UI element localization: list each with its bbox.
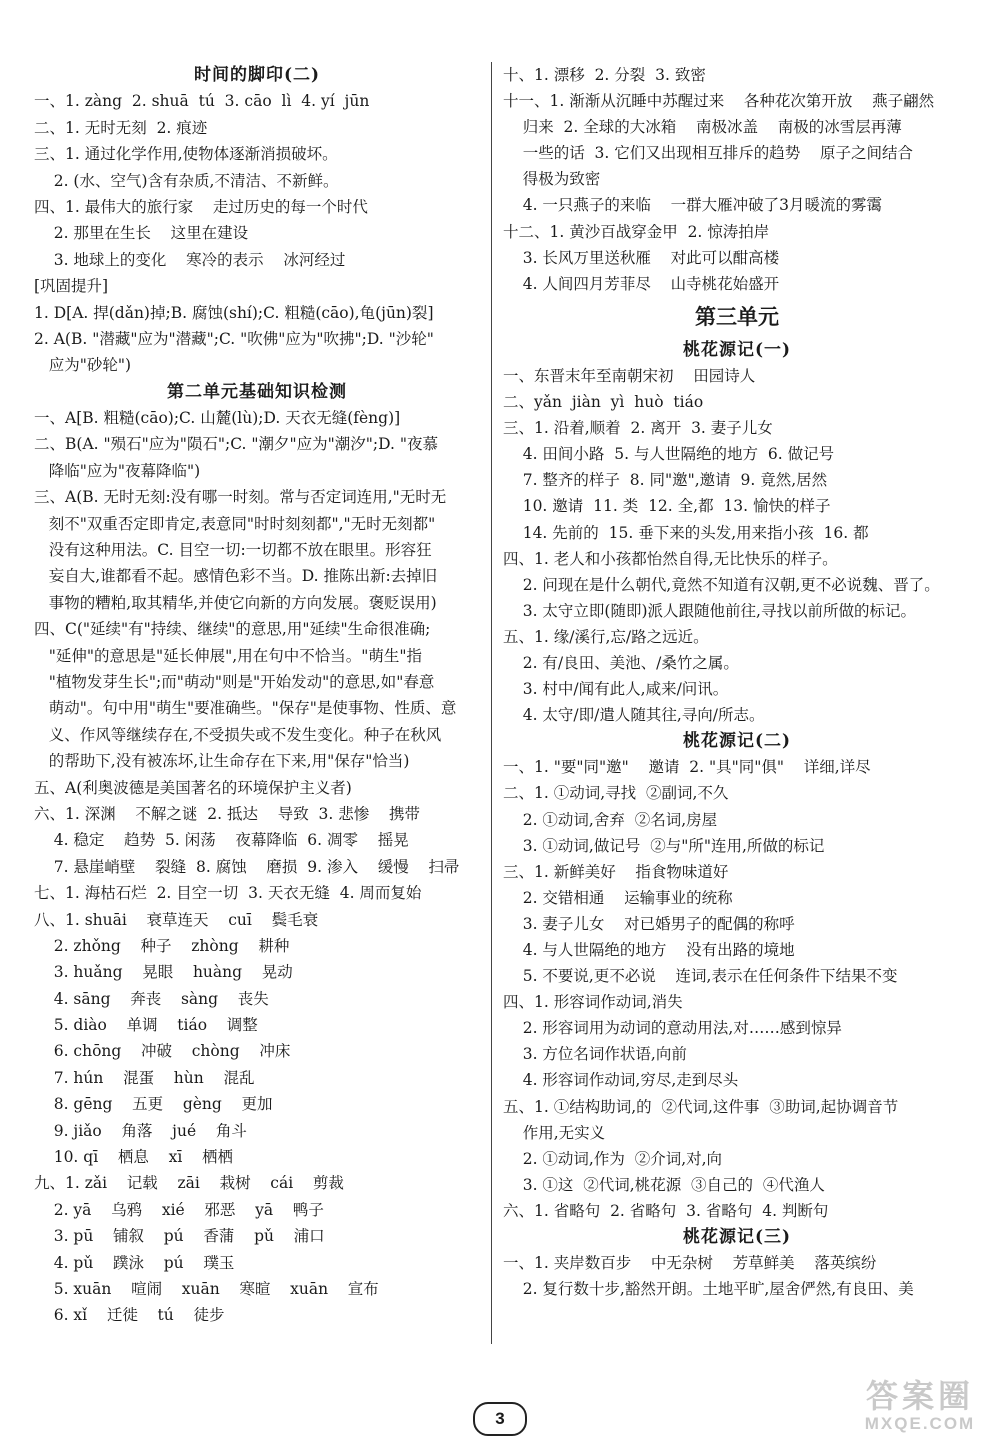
text-line: 3. 地球上的变化 寒冷的表示 冰河经过 [34, 250, 346, 269]
text-line: 2. A(B. "潜藏"应为"潜藏";C. "吹佛"应为"吹拂";D. "沙轮" [34, 329, 434, 348]
text-line: 一、1. "要"同"邀" 邀请 2. "具"同"俱" 详细,详尽 [503, 758, 871, 777]
text-line: 4. 太守/即/遣人随其往,寻向/所志。 [503, 706, 765, 725]
section-heading: 第二单元基础知识检测 [167, 381, 347, 402]
text-line: "延伸"的意思是"延长伸展",用在句中不恰当。"萌生"指 [34, 646, 422, 665]
text-line: 九、1. zǎi 记载 zāi 栽树 cái 剪裁 [34, 1174, 344, 1193]
text-line: 3. pū 铺叙 pú 香蒲 pǔ 浦口 [34, 1227, 325, 1246]
text-line: 二、1. 无时无刻 2. 痕迹 [34, 118, 208, 137]
text-line: 10. qī 栖息 xī 栖栖 [34, 1148, 233, 1167]
text-line: [巩固提升] [34, 277, 109, 296]
text-line: "植物发芽生长";而"萌动"则是"开始发动"的意思,如"春意 [34, 672, 435, 691]
text-line: 一、东晋末年至南朝宋初 田园诗人 [503, 366, 756, 385]
text-line: 2. 有/良田、美池、/桑竹之属。 [503, 653, 739, 672]
text-line: 4. 田间小路 5. 与人世隔绝的地方 6. 做记号 [503, 445, 835, 464]
text-line: 4. 一只燕子的来临 一群大雁冲破了3月暖流的雾霭 [503, 196, 882, 215]
text-line: 3. ①动词,做记号 ②与"所"连用,所做的标记 [503, 836, 825, 855]
text-line: 十一、1. 渐渐从沉睡中苏醒过来 各种花次第开放 燕子翩然 [503, 92, 935, 111]
text-line: 7. 悬崖峭壁 裂缝 8. 腐蚀 磨损 9. 渗入 缓慢 扫帚 [34, 857, 460, 876]
text-line: 4. 形容词作动词,穷尽,走到尽头 [503, 1071, 739, 1090]
text-line: 二、1. ①动词,寻找 ②副词,不久 [503, 784, 729, 803]
text-line: 6. xǐ 迁徙 tú 徒步 [34, 1306, 225, 1325]
text-line: 八、1. shuāi 衰草连天 cuī 鬓毛衰 [34, 910, 319, 929]
text-line: 3. 村中/闻有此人,咸来/问讯。 [503, 680, 729, 699]
text-line: 7. 整齐的样子 8. 同"邀",邀请 9. 竟然,居然 [503, 471, 828, 490]
text-line: 5. diào 单调 tiáo 调整 [34, 1016, 258, 1035]
text-line: 3. 妻子儿女 对已婚男子的配偶的称呼 [503, 914, 795, 933]
text-line: 10. 邀请 11. 类 12. 全,都 13. 愉快的样子 [503, 497, 831, 516]
text-line: 2. zhǒng 种子 zhòng 耕种 [34, 936, 290, 955]
text-line: 2. yā 乌鸦 xié 邪恶 yā 鸭子 [34, 1200, 324, 1219]
text-line: 4. 稳定 趋势 5. 闲荡 夜幕降临 6. 凋零 摇晃 [34, 831, 409, 850]
text-line: 六、1. 深渊 不解之谜 2. 抵达 导致 3. 悲惨 携带 [34, 804, 420, 823]
text-line: 一、1. 夹岸数百步 中无杂树 芳草鲜美 落英缤纷 [503, 1254, 877, 1273]
text-line: 3. huǎng 晃眼 huàng 晃动 [34, 963, 293, 982]
text-line: 2. 形容词用为动词的意动用法,对……感到惊异 [503, 1019, 842, 1038]
watermark-sub: MXQE.COM [864, 1414, 976, 1433]
text-line: 2. ①动词,作为 ②介词,对,向 [503, 1149, 723, 1168]
text-line: 事物的糟粕,取其精华,并使它向新的方向发展。褒贬误用) [34, 593, 437, 612]
text-line: 五、1. 缘/溪行,忘/路之远近。 [503, 627, 709, 646]
left-column [34, 62, 480, 1329]
text-line: 14. 先前的 15. 垂下来的头发,用来指小孩 16. 都 [503, 523, 869, 542]
text-line: 三、1. 新鲜美好 指食物味道好 [503, 862, 729, 881]
text-line: 得极为致密 [503, 170, 601, 189]
text-line: 2. 问现在是什么朝代,竟然不知道有汉朝,更不必说魏、晋了。 [503, 575, 940, 594]
right-column [503, 62, 971, 1302]
text-line: 7. hún 混蛋 hùn 混乱 [34, 1068, 255, 1087]
text-line: 刻不"双重否定即肯定,表意同"时时刻刻都","无时无刻都" [34, 514, 436, 533]
text-line: 应为"砂轮") [34, 356, 132, 375]
text-line: 十二、1. 黄沙百战穿金甲 2. 惊涛拍岸 [503, 222, 770, 241]
text-line: 三、A(B. 无时无刻:没有哪一时刻。常与否定词连用,"无时无 [34, 488, 447, 507]
text-line: 2. 复行数十步,豁然开朗。土地平旷,屋舍俨然,有良田、美 [503, 1280, 914, 1299]
text-line: 5. 不要说,更不必说 连词,表示在任何条件下结果不变 [503, 967, 898, 986]
text-line: 3. 太守立即(随即)派人跟随他前往,寻找以前所做的标记。 [503, 601, 916, 620]
text-line: 六、1. 省略句 2. 省略句 3. 省略句 4. 判断句 [503, 1201, 829, 1220]
text-line: 2. 那里在生长 这里在建设 [34, 224, 249, 243]
text-line: 没有这种用法。C. 目空一切:一切都不放在眼里。形容狂 [34, 541, 432, 560]
text-line: 五、1. ①结构助词,的 ②代词,这件事 ③助词,起协调音节 [503, 1097, 899, 1116]
watermark-main: 答案圈 [865, 1378, 974, 1414]
page-number: 3 [473, 1402, 527, 1436]
section-heading: 时间的脚印(二) [193, 65, 321, 85]
text-line: 6. chōng 冲破 chòng 冲床 [34, 1042, 291, 1061]
text-line: 一、A[B. 粗糙(cāo);C. 山麓(lù);D. 天衣无缝(fèng)] [34, 409, 401, 428]
text-line: 降临"应为"夜幕降临") [34, 461, 201, 480]
text-line: 3. ①这 ②代词,桃花源 ③自己的 ④代渔人 [503, 1175, 825, 1194]
text-line: 1. D[A. 捍(dǎn)掉;B. 腐蚀(shí);C. 粗糙(cāo),龟(jūn)裂] [34, 303, 434, 322]
watermark-logo [850, 1378, 990, 1438]
text-line: 3. 方位名词作状语,向前 [503, 1045, 687, 1064]
text-line: 9. jiǎo 角落 jué 角斗 [34, 1121, 247, 1140]
text-line: 十、1. 漂移 2. 分裂 3. 致密 [503, 66, 706, 84]
text-line: 三、1. 沿着,顺着 2. 离开 3. 妻子儿女 [503, 419, 773, 438]
text-line: 8. gēng 五更 gèng 更加 [34, 1095, 273, 1114]
text-line: 2. ①动词,舍弃 ②名词,房屋 [503, 810, 718, 829]
text-line: 萌动"。句中用"萌生"要准确些。"保存"是使事物、性质、意 [34, 699, 457, 718]
text-line: 四、1. 老人和小孩都怡然自得,无比快乐的样子。 [503, 549, 838, 568]
text-line: 一些的话 3. 它们又出现相互排斥的趋势 原子之间结合 [503, 144, 913, 163]
text-line: 2. (水、空气)含有杂质,不清洁、不新鲜。 [34, 171, 339, 190]
text-line: 的帮助下,没有被冻坏,让生命存在下来,用"保存"恰当) [34, 752, 410, 771]
section-heading: 桃花源记(二) [682, 731, 792, 752]
text-line: 四、1. 形容词作动词,消失 [503, 993, 683, 1012]
text-line: 4. sāng 奔丧 sàng 丧失 [34, 989, 269, 1008]
text-line: 4. 与人世隔绝的地方 没有出路的境地 [503, 941, 795, 959]
text-line: 二、B(A. "殒石"应为"陨石";C. "潮夕"应为"潮汐";D. "夜慕 [34, 435, 438, 454]
text-line: 妄自大,谁都看不起。感情色彩不当。D. 推陈出新:去掉旧 [34, 567, 438, 586]
text-line: 三、1. 通过化学作用,使物体逐渐消损破坏。 [34, 145, 338, 164]
text-line: 一、1. zàng 2. shuā tú 3. cāo lì 4. yí jūn [34, 92, 370, 111]
text-line: 4. pǔ 蹼泳 pú 璞玉 [34, 1253, 235, 1272]
section-heading: 桃花源记(三) [682, 1227, 792, 1248]
text-line: 归来 2. 全球的大冰箱 南极冰盖 南极的冰雪层再薄 [503, 118, 902, 137]
text-line: 4. 人间四月芳菲尽 山寺桃花始盛开 [503, 274, 780, 293]
text-line: 四、1. 最伟大的旅行家 走过历史的每一个时代 [34, 197, 368, 216]
text-line: 五、A(利奥波德是美国著名的环境保护主义者) [34, 778, 352, 797]
unit-title: 第三单元 [695, 303, 779, 329]
text-line: 义、作风等继续存在,不受损失或不发生变化。种子在秋风 [34, 725, 442, 744]
text-line: 3. 长风万里送秋雁 对此可以酣高楼 [503, 248, 780, 267]
text-line: 七、1. 海枯石烂 2. 目空一切 3. 天衣无缝 4. 周而复始 [34, 884, 422, 903]
text-line: 四、C("延续"有"持续、继续"的意思,用"延续"生命很准确; [34, 620, 431, 639]
text-line: 作用,无实义 [503, 1123, 606, 1142]
text-line: 2. 交错相通 运输事业的统称 [503, 888, 733, 907]
text-line: 5. xuān 喧闹 xuān 寒暄 xuān 宣布 [34, 1279, 379, 1298]
column-divider [491, 62, 492, 1344]
text-line: 二、yǎn jiàn yì huò tiáo [503, 393, 704, 412]
section-heading: 桃花源记(一) [682, 339, 792, 360]
